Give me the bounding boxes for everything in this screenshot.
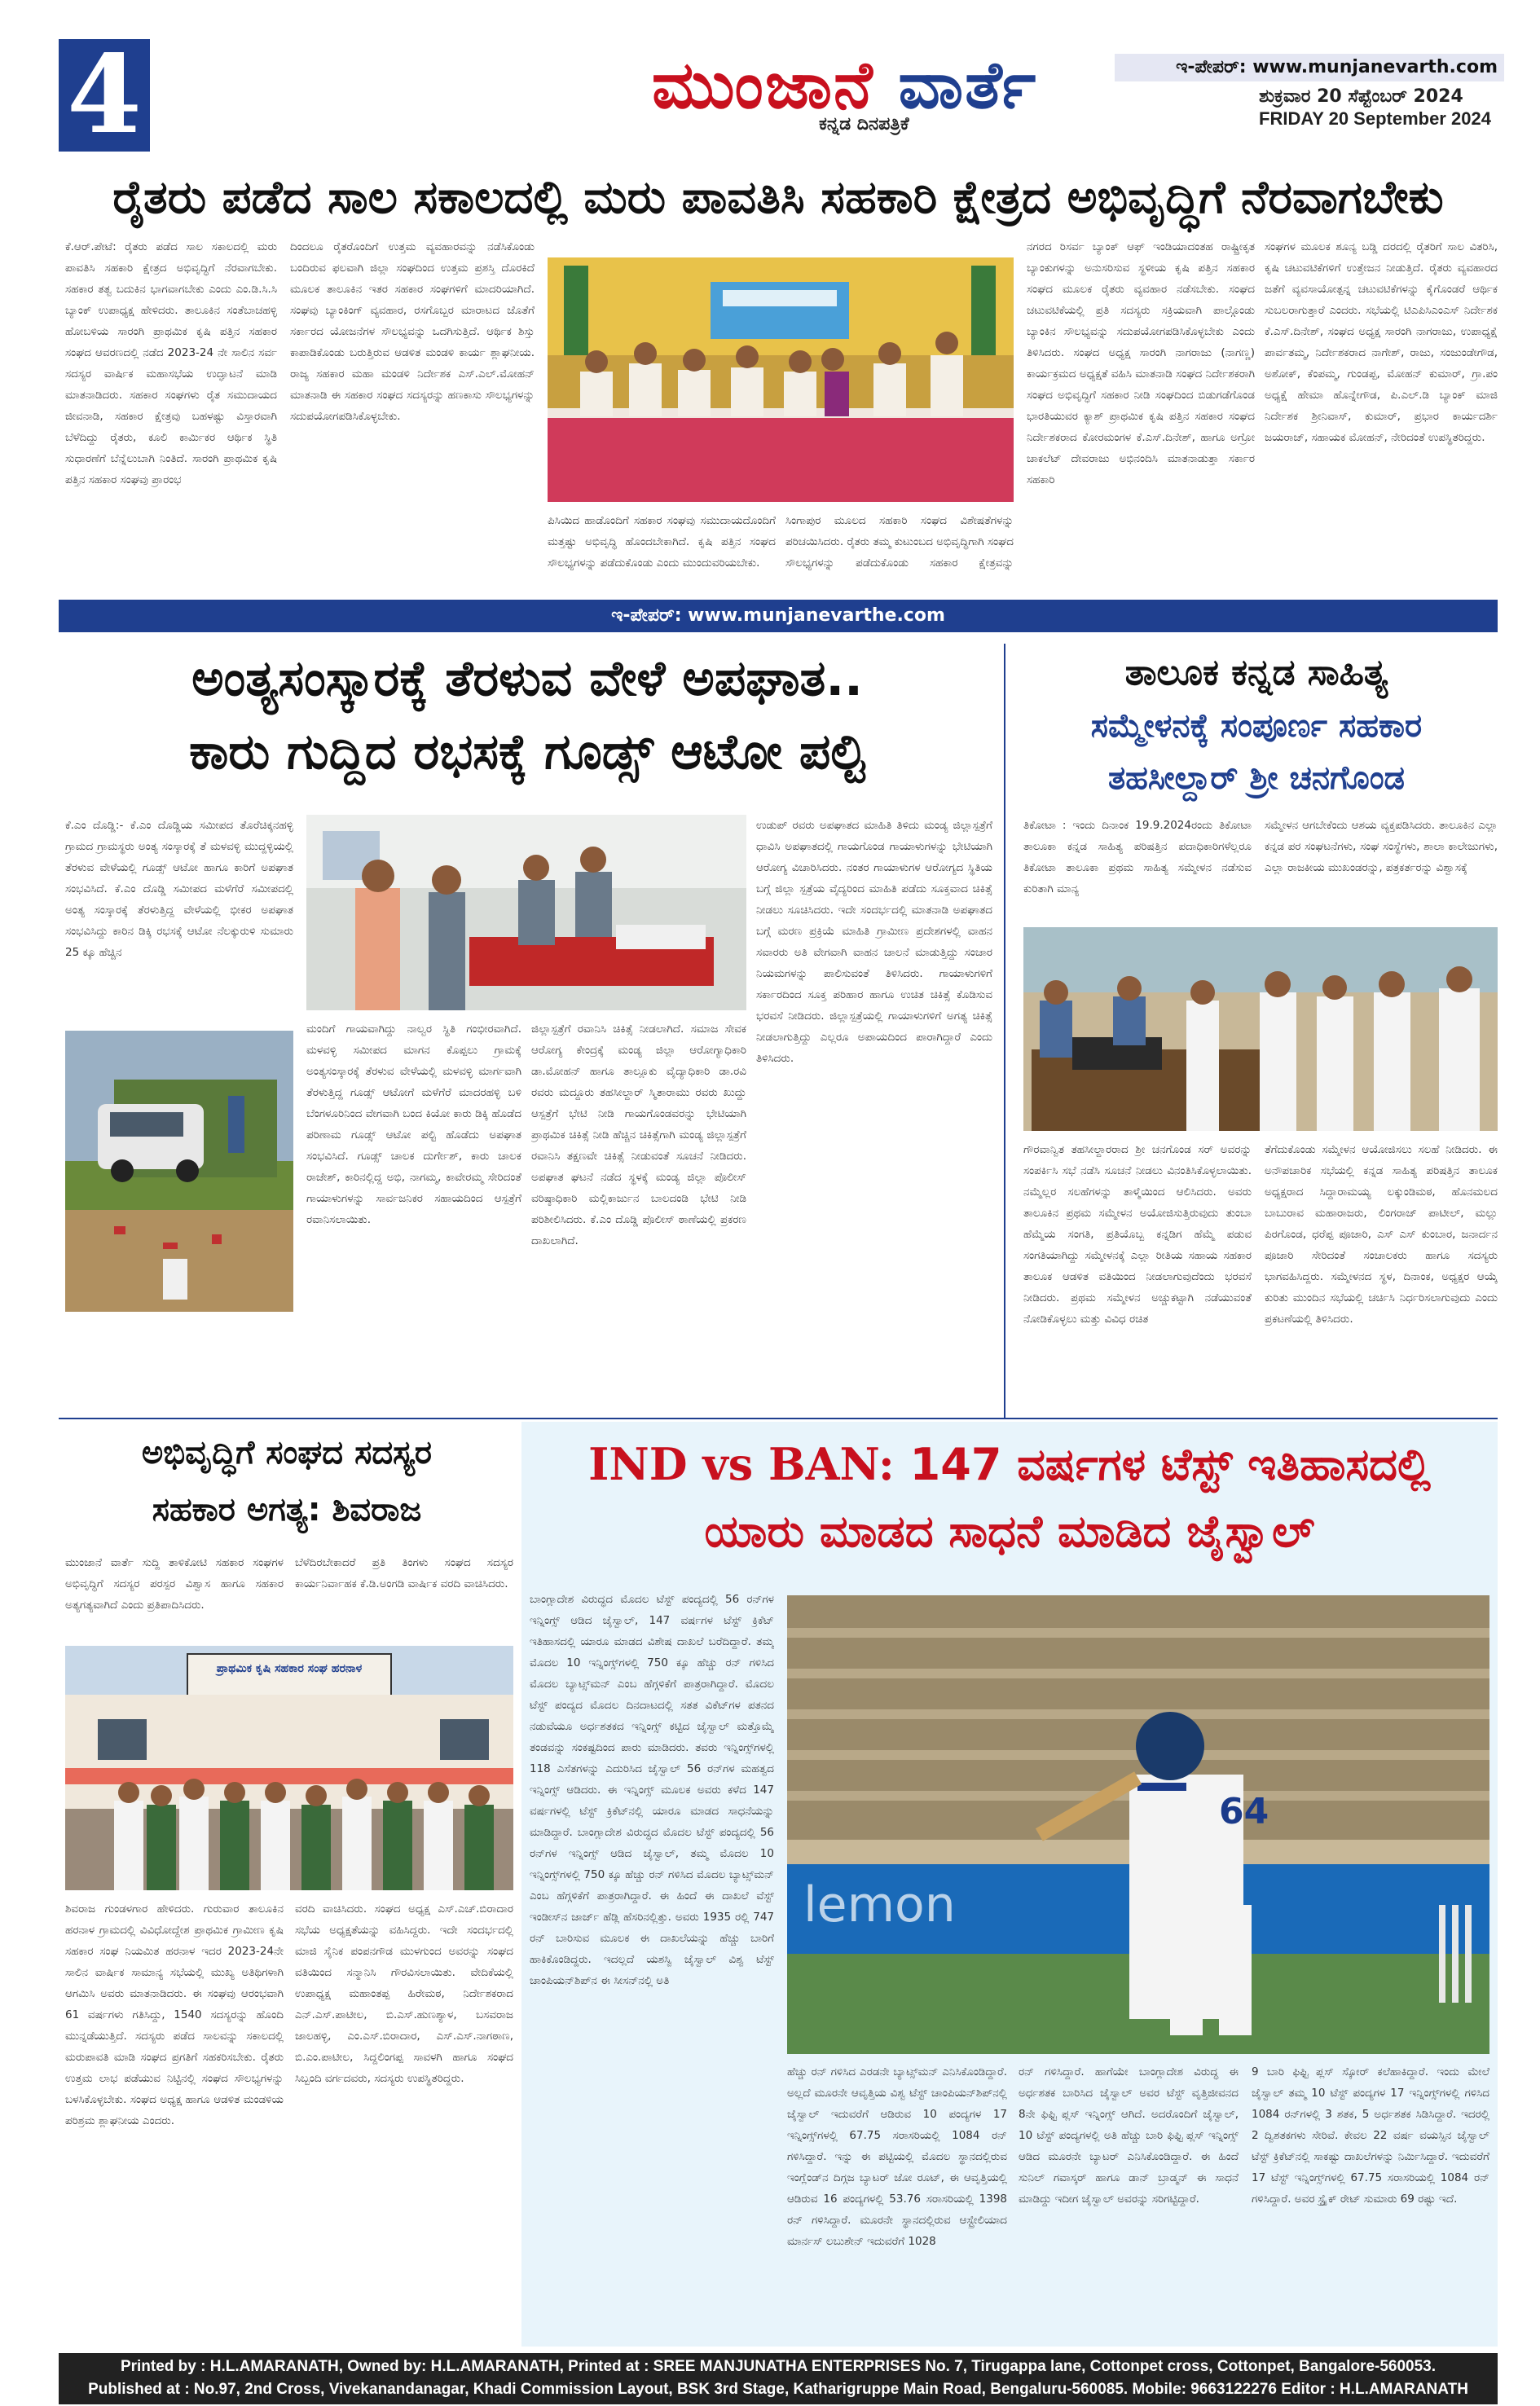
jersey-number: 64 (1219, 1791, 1269, 1832)
page-number: 4 (59, 39, 150, 152)
story2-column-2: ಮಂದಿಗೆ ಗಾಯವಾಗಿದ್ದು ನಾಲ್ವರ ಸ್ಥಿತಿ ಗಂಭೀರವಾಗಿದೆ. ಮಳವಳ್ಳಿ ಸಮೀಪದ ಮಾಗನ ಕೊಪ್ಪಲು ಗ್ರಾಮಕ್ಕೆ ಅಂತ್ಯಸಂಸ್ಕಾರಕ್ಕೆ ತೆರಳುವ ವೇಳೆಯಲ್ಲಿ ಮಳವಳ್ಳಿ ಮಾರ್ಗವಾಗಿ ತೆರಳುತ್ತಿದ್ದ ಗೂಡ್ಸ್ ಆಟೋಗೆ ಮಳೆಗೆರೆ ಮಾದರಹಳ್ಳಿ ಬಳಿ ಬೆಂಗಳೂರಿನಿಂದ ವೇಗವಾಗಿ ಬಂದ ಕಿಯೋ ಕಾರು ಡಿಕ್ಕಿ ಹೊಡೆದ ಪರಿಣಾಮ ಗೂಡ್ಸ್ ಆಟೋ ಪಲ್ಟಿ ಹೊಡೆದು ಅಪಘಾತ ಸಂಭವಿಸಿದೆ. ಗೂಡ್ಸ್ ಚಾಲಕ ದುರ್ಗೇಶ್, ಕಾರು ಚಾಲಕ ರಾಜೇಶ್, ಕಾರಿನಲ್ಲಿದ್ದ ಅಭಿ, ನಾಗಮ್ಮ, ಕಾವೇರಮ್ಮ ಸೇರಿದಂತೆ ಗಾಯಾಳುಗಳನ್ನು ಸಾರ್ವಜನಿಕರ ಸಹಾಯದಿಂದ ಆಸ್ಪತ್ರೆಗೆ ರವಾನಿಸಲಾಯಿತು. (306, 1023, 521, 1226)
story2-column-3: ಜಿಲ್ಲಾಸ್ಪತ್ರೆಗೆ ರವಾನಿಸಿ ಚಿಕಿತ್ಸೆ ನೀಡಲಾಗಿದೆ. ಸಮಾಜ ಸೇವಕ ಆರೋಗ್ಯ ಕೇಂದ್ರಕ್ಕೆ ಮಂಡ್ಯ ಜಿಲ್ಲಾ ಆರೋಗ್ಯಾಧಿಕಾರಿ ಡಾ.ಮೋಹನ್ ಹಾಗೂ ತಾಲ್ಲೂಕು ವೈದ್ಯಾಧಿಕಾರಿ ಡಾ.ರವಿ ರವರು ಮದ್ದೂರು ತಹಸೀಲ್ದಾರ್ ಸ್ಮಿತಾರಾಮು ರವರು ಖುದ್ದು ಆಸ್ಪತ್ರೆಗೆ ಭೇಟಿ ನೀಡಿ ಗಾಯಗೊಂಡವರನ್ನು ಭೇಟಿಯಾಗಿ ಪ್ರಾಥಮಿಕ ಚಿಕಿತ್ಸೆ ನೀಡಿ ಹೆಚ್ಚಿನ ಚಿಕಿತ್ಸೆಗಾಗಿ ಮಂಡ್ಯ ಜಿಲ್ಲಾಸ್ಪತ್ರೆಗೆ ರವಾನಿಸಿ ತಕ್ಷಣವೇ ಚಿಕಿತ್ಸೆ ನೀಡುವಂತೆ ಸೂಚನೆ ನೀಡಿದರು. ಅಪಘಾತ ಘಟನೆ ನಡೆದ ಸ್ಥಳಕ್ಕೆ ಮಂಡ್ಯ ಜಿಲ್ಲಾ ಪೊಲೀಸ್ ವರಿಷ್ಠಾಧಿಕಾರಿ ಮಲ್ಲಿಕಾರ್ಜುನ ಬಾಲದಂಡಿ ಭೇಟಿ ನೀಡಿ ಪರಿಶೀಲಿಸಿದರು. ಕೆ.ಎಂ ದೊಡ್ಡಿ ಪೊಲೀಸ್ ಠಾಣೆಯಲ್ಲಿ ಪ್ರಕರಣ ದಾಖಲಾಗಿದೆ. (531, 1023, 746, 1247)
story5-headline-line1: IND vs BAN: 147 ವರ್ಷಗಳ ಟೆಸ್ಟ್ ಇತಿಹಾಸದಲ್ಲಿ (588, 1438, 1431, 1490)
story5-column-4: 9 ಬಾರಿ ಫಿಫ್ಟಿ ಪ್ಲಸ್ ಸ್ಕೋರ್ ಕಲೆಹಾಕಿದ್ದಾರೆ. ಇಂದು ಮೇಲೆ ಜೈಸ್ವಾಲ್ ತಮ್ಮ 10 ಟೆಸ್ಟ್ ಪಂದ್ಯಗಳ 17 ಇನ್ನಿಂಗ್ಸ್‌ಗಳಲ್ಲಿ ಗಳಿಸಿದ 1084 ರನ್‌ಗಳಲ್ಲಿ 3 ಶತಕ, 5 ಅರ್ಧಶತಕ ಸಿಡಿಸಿದ್ದಾರೆ. ಇದರಲ್ಲಿ 2 ದ್ವಿಶತಕಗಳು ಸೇರಿವೆ. ಕೇವಲ 22 ವರ್ಷ ವಯಸ್ಸಿನ ಜೈಸ್ವಾಲ್ ಟೆಸ್ಟ್ ಕ್ರಿಕೆಟ್‌ನಲ್ಲಿ ಸಾಕಷ್ಟು ದಾಖಲೆಗಳನ್ನು ನಿರ್ಮಿಸಿದ್ದಾರೆ. ಇದುವರೆಗೆ 17 ಟೆಸ್ಟ್ ಇನ್ನಿಂಗ್ಸ್‌ಗಳಲ್ಲಿ 67.75 ಸರಾಸರಿಯಲ್ಲಿ 1084 ರನ್ ಗಳಿಸಿದ್ದಾರೆ. ಅವರ ಸ್ಟ್ರೈಕ್ ರೇಟ್ ಸುಮಾರು 69 ರಷ್ಟು ಇದೆ. (1252, 2065, 1489, 2206)
story5-column-3: ರನ್ ಗಳಿಸಿದ್ದಾರೆ. ಹಾಗೆಯೇ ಬಾಂಗ್ಲಾದೇಶ ವಿರುದ್ಧ ಈ ಅರ್ಧಶತಕ ಬಾರಿಸಿದ ಜೈಸ್ವಾಲ್ ಅವರ ಟೆಸ್ಟ್ ವೃತ್ತಿಜೀವನದ 8ನೇ ಫಿಫ್ಟಿ ಪ್ಲಸ್ ಇನ್ನಿಂಗ್ಸ್ ಆಗಿದೆ. ಅದರೊಂದಿಗೆ ಜೈಸ್ವಾಲ್, 10 ಟೆಸ್ಟ್ ಪಂದ್ಯಗಳಲ್ಲಿ ಅತಿ ಹೆಚ್ಚು ಬಾರಿ ಫಿಫ್ಟಿ ಪ್ಲಸ್ ಇನ್ನಿಂಗ್ಸ್ ಆಡಿದ ಮೂರನೇ ಬ್ಯಾಟರ್ ಎನಿಸಿಕೊಂಡಿದ್ದಾರೆ. ಈ ಹಿಂದೆ ಸುನಿಲ್ ಗವಾಸ್ಕರ್ ಹಾಗೂ ಡಾನ್ ಬ್ರಾಡ್ಮನ್ ಈ ಸಾಧನೆ ಮಾಡಿದ್ದು ಇದೀಗ ಜೈಸ್ವಾಲ್ ಅವರನ್ನು ಸರಿಗಟ್ಟಿದ್ದಾರೆ. (1019, 2065, 1239, 2206)
masthead-subtitle: ಕನ್ನಡ ದಿನಪತ್ರಿಕೆ (819, 114, 909, 134)
date-kannada: ಶುಕ್ರವಾರ 20 ಸೆಪ್ಟೆಂಬರ್ 2024 (1259, 86, 1463, 107)
story1-photo (548, 257, 1014, 502)
imprint-line-2: Published at : No.97, 2nd Cross, Vivekanandanagar, Khadi Commission Layout, BSK 3rd Stage, Katharigruppe Main Road, Bengaluru-560085. Mobile: 9663122276 Editor : H.L.AMARANATH (88, 2381, 1468, 2398)
story5-column-1: ಬಾಂಗ್ಲಾದೇಶ ವಿರುದ್ಧದ ಮೊದಲ ಟೆಸ್ಟ್ ಪಂದ್ಯದಲ್ಲಿ 56 ರನ್‌ಗಳ ಇನ್ನಿಂಗ್ಸ್ ಆಡಿದ ಜೈಸ್ವಾಲ್, 147 ವರ್ಷಗಳ ಟೆಸ್ಟ್ ಕ್ರಿಕೆಟ್ ಇತಿಹಾಸದಲ್ಲಿ ಯಾರೂ ಮಾಡದ ವಿಶೇಷ ದಾಖಲೆ ಬರೆದಿದ್ದಾರೆ. ತಮ್ಮ ಮೊದಲ 10 ಇನ್ನಿಂಗ್ಸ್‌ಗಳಲ್ಲಿ 750 ಕ್ಕೂ ಹೆಚ್ಚು ರನ್ ಗಳಿಸಿದ ಮೊದಲ ಬ್ಯಾಟ್ಸ್‌ಮನ್ ಎಂಬ ಹೆಗ್ಗಳಿಕೆಗೆ ಪಾತ್ರರಾಗಿದ್ದಾರೆ. ಮೊದಲ ಟೆಸ್ಟ್ ಪಂದ್ಯದ ಮೊದಲ ದಿನದಾಟದಲ್ಲಿ ಸತತ ವಿಕೆಟ್‌ಗಳ ಪತನದ ನಡುವೆಯೂ ಅರ್ಧಶತಕದ ಇನ್ನಿಂಗ್ಸ್ ಕಟ್ಟಿದ ಜೈಸ್ವಾಲ್ ಮತ್ತೊಮ್ಮೆ ತಂಡವನ್ನು ಸಂಕಷ್ಟದಿಂದ ಪಾರು ಮಾಡಿದರು. ತವರು ಇನ್ನಿಂಗ್ಸ್‌ಗಳಲ್ಲಿ 118 ಎಸೆತಗಳನ್ನು ಎದುರಿಸಿದ ಜೈಸ್ವಾಲ್ 56 ರನ್‌ಗಳ ಮಹತ್ವದ ಇನ್ನಿಂಗ್ಸ್ ಆಡಿದರು. ಈ ಇನ್ನಿಂಗ್ಸ್ ಮೂಲಕ ಅವರು ಕಳೆದ 147 ವರ್ಷಗಳಲ್ಲಿ ಟೆಸ್ಟ್ ಕ್ರಿಕೆಟ್‌ನಲ್ಲಿ ಯಾರೂ ಮಾಡದ ಸಾಧನೆಯನ್ನು ಮಾಡಿದ್ದಾರೆ. ಬಾಂಗ್ಲಾದೇಶ ವಿರುದ್ಧದ ಮೊದಲ ಟೆಸ್ಟ್ ಪಂದ್ಯದಲ್ಲಿ 56 ರನ್‌ಗಳ ಇನ್ನಿಂಗ್ಸ್ ಆಡಿದ ಜೈಸ್ವಾಲ್, ತಮ್ಮ ಮೊದಲ 10 ಇನ್ನಿಂಗ್ಸ್‌ಗಳಲ್ಲಿ 750 ಕ್ಕೂ ಹೆಚ್ಚು ರನ್ ಗಳಿಸಿದ ಮೊದಲ ಬ್ಯಾಟ್ಸ್‌ಮನ್ ಎಂಬ ಹೆಗ್ಗಳಿಕೆಗೆ ಪಾತ್ರರಾಗಿದ್ದಾರೆ. ಈ ಹಿಂದೆ ಈ ದಾಖಲೆ ವೆಸ್ಟ್ ಇಂಡೀಸ್‌ನ ಜಾರ್ಜ್ ಹೆಡ್ಲಿ ಹೆಸರಿನಲ್ಲಿತ್ತು. ಅವರು 1935 ರಲ್ಲಿ 747 ರನ್ ಬಾರಿಸುವ ಮೂಲಕ ಈ ದಾಖಲೆಯನ್ನು ಹೆಚ್ಚು ಬಾರಿಗೆ ಹಾಕಿಕೊಂಡಿದ್ದರು. ಇದಲ್ಲದೆ ಯಶಸ್ವಿ ಜೈಸ್ವಾಲ್ ವಿಶ್ವ ಟೆಸ್ಟ್ ಚಾಂಪಿಯನ್‌ಶಿಪ್‌ನ ಈ ಸೀಸನ್‌ನಲ್ಲಿ ಅತಿ (530, 1593, 774, 1987)
story3-office-photo (1023, 927, 1498, 1131)
society-office-sign: ಪ್ರಾಥಮಿಕ ಕೃಷಿ ಸಹಕಾರ ಸಂಘ ಹರನಾಳ (216, 1662, 363, 1675)
story5-cricket-photo (787, 1595, 1489, 2054)
story3-column-2: ಸಮ್ಮೇಳನ ಆಗಬೇಕೆಂದು ಆಶಯ ವ್ಯಕ್ತಪಡಿಸಿದರು. ತಾಲೂಕಿನ ಎಲ್ಲಾ ಕನ್ನಡ ಪರ ಸಂಘಟನೆಗಳು, ಸಂಘ ಸಂಸ್ಥೆಗಳು, ಶಾಲಾ ಕಾಲೇಜುಗಳು, ಎಲ್ಲಾ ರಾಜಕೀಯ ಮುಖಂಡರನ್ನು, ಪತ್ರಕರ್ತರನ್ನು ವಿಶ್ವಾಸಕ್ಕೆ (1265, 819, 1498, 874)
story3-headline-line1: ತಾಲೂಕ ಕನ್ನಡ ಸಾಹಿತ್ಯ (1124, 652, 1388, 693)
column-divider (1004, 644, 1005, 1418)
imprint-footer (59, 2353, 1498, 2404)
story1-column-4: ನಗರದ ರಿಸರ್ವ ಬ್ಯಾಂಕ್ ಆಫ್ ಇಂಡಿಯಾದಂತಹ ರಾಷ್ಟ್ರೀಕೃತ ಬ್ಯಾಂಕುಗಳನ್ನು ಅನುಸರಿಸುವ ಸ್ಥಳೀಯ ಕೃಷಿ ಪತ್ತಿನ ಸಹಕಾರ ಸಂಘದ ಮೂಲಕ ರೈತರು ವ್ಯವಹಾರ ನಡೆಸಬೇಕು. ಸಂಘದ ಚಟುವಟಿಕೆಯಲ್ಲಿ ಪ್ರತಿ ಸದಸ್ಯರು ಸಕ್ರಿಯವಾಗಿ ಪಾಲ್ಗೊಂಡು ಬ್ಯಾಂಕಿನ ಸೌಲಭ್ಯವನ್ನು ಸದುಪಯೋಗಪಡಿಸಿಕೊಳ್ಳಬೇಕು ಎಂದು ತಿಳಿಸಿದರು. ಸಂಘದ ಅಧ್ಯಕ್ಷ ಸಾರಂಗಿ ನಾಗರಾಜು (ನಾಗಣ್ಣ) ಕಾರ್ಯಕ್ರಮದ ಅಧ್ಯಕ್ಷತೆ ವಹಿಸಿ ಮಾತನಾಡಿ ಸಂಘದ ನಿರ್ದೇಶಕರಾಗಿ ಸಂಘದ ಅಭಿವೃದ್ಧಿಗೆ ಸಹಕಾರ ನೀಡಿ ಸಂಘದಿಂದ ಬಿಡುಗಡೆಗೊಂಡ ಭಾರತಿಯುವರ ಕ್ಯಾಶ್ ಪ್ರಾಥಮಿಕ ಕೃಷಿ ಪತ್ತಿನ ಸಹಕಾರ ಸಂಘದ ನಿರ್ದೇಶಕರಾದ ಕೋರಮಂಗಳ ಕೆ.ಎಸ್.ದಿನೇಶ್, ಹಾಗೂ ಅಗ್ರೋ ಚಾಕಲೆಟ್ ದೇವರಾಜು ಅಭಿನಂದಿಸಿ ಮಾತನಾಡುತ್ತಾ ಸರ್ಕಾರ ಸಹಕಾರಿ (1027, 240, 1255, 486)
story2-hospital-photo (306, 815, 746, 1010)
story3-column-1: ತಿಕೋಟಾ : ಇಂದು ದಿನಾಂಕ 19.9.2024ರಂದು ತಿಕೋಟಾ ತಾಲೂಕಾ ಕನ್ನಡ ಸಾಹಿತ್ಯ ಪರಿಷತ್ತಿನ ಪದಾಧಿಕಾರಿಗಳೆಲ್ಲರೂ ತಿಕೋಟಾ ತಾಲೂಕಾ ಪ್ರಥಮ ಸಾಹಿತ್ಯ ಸಮ್ಮೇಳನ ನಡೆಸುವ ಕುರಿತಾಗಿ ಮಾನ್ಯ (1023, 819, 1252, 895)
story2-accident-photo (65, 1031, 293, 1312)
story2-column-4: ಉಡುಪ್ ರವರು ಅಪಘಾತದ ಮಾಹಿತಿ ತಿಳಿದು ಮಂಡ್ಯ ಜಿಲ್ಲಾಸ್ಪತ್ರೆಗೆ ಧಾವಿಸಿ ಅಪಘಾತದಲ್ಲಿ ಗಾಯಗೊಂಡ ಗಾಯಾಳುಗಳನ್ನು ಭೇಟಿಯಾಗಿ ಆರೋಗ್ಯ ವಿಚಾರಿಸಿದರು. ನಂತರ ಗಾಯಾಳುಗಳ ಆರೋಗ್ಯದ ಸ್ಥಿತಿಯ ಬಗ್ಗೆ ಜಿಲ್ಲಾ ಸ್ಪತ್ರೆಯ ವೈದ್ಯರಿಂದ ಮಾಹಿತಿ ಪಡೆದು ಸೂಕ್ತವಾದ ಚಿಕಿತ್ಸೆ ನೀಡಲು ಸೂಚಿಸಿದರು. ಇದೇ ಸಂದರ್ಭದಲ್ಲಿ ಮಾತನಾಡಿ ಅಪಘಾತದ ಬಗ್ಗೆ ಮರಣ ಪ್ರಕ್ರಿಯೆ ಮಾಹಿತಿ ಗ್ರಾಮೀಣ ಪ್ರದೇಶಗಳಲ್ಲಿ ವಾಹನ ಸವಾರರು ಅತಿ ವೇಗವಾಗಿ ವಾಹನ ಚಾಲನೆ ಮಾಡುತ್ತಿದ್ದು ಸಂಚಾರ ನಿಯಮಗಳನ್ನು ಪಾಲಿಸುವಂತೆ ತಿಳಿಸಿದರು. ಗಾಯಾಳುಗಳಿಗೆ ಸರ್ಕಾರದಿಂದ ಸೂಕ್ತ ಪರಿಹಾರ ಹಾಗೂ ಉಚಿತ ಚಿಕಿತ್ಸೆ ಕೊಡಿಸುವ ಭರವಸೆ ನೀಡಿದರು. ಜಿಲ್ಲಾಸ್ಪತ್ರೆಯಲ್ಲಿ ಗಾಯಾಳುಗಳಿಗೆ ಅಗತ್ಯ ಚಿಕಿತ್ಸೆ ನೀಡಲಾಗುತ್ತಿದ್ದು ಎಲ್ಲರೂ ಅಪಾಯದಿಂದ ಪಾರಾಗಿದ್ದಾರೆ ಎಂದು ತಿಳಿಸಿದರು. (756, 819, 992, 1065)
story4-column-3: ಶಿವರಾಜ ಗುಂಡಳಗಾರ ಹೇಳಿದರು. ಗುರುವಾರ ತಾಲೂಕಿನ ಹರನಾಳ ಗ್ರಾಮದಲ್ಲಿ ವಿವಿಧೋದ್ದೇಶ ಪ್ರಾಥಮಿಕ ಗ್ರಾಮೀಣ ಕೃಷಿ ಸಹಕಾರ ಸಂಘ ನಿಯಮಿತ ಹರನಾಳ ಇದರ 2023-24ನೇ ಸಾಲಿನ ವಾರ್ಷಿಕ ಸಾಮಾನ್ಯ ಸಭೆಯಲ್ಲಿ ಮುಖ್ಯ ಅತಿಥಿಗಳಾಗಿ ಆಗಮಿಸಿ ಅವರು ಮಾತನಾಡಿದರು. ಈ ಸಂಘವು ಆರಂಭವಾಗಿ 61 ವರ್ಷಗಳು ಗತಿಸಿದ್ದು, 1540 ಸದಸ್ಯರನ್ನು ಹೊಂದಿ ಮುನ್ನಡೆಯುತ್ತಿದೆ. ಸದಸ್ಯರು ಪಡೆದ ಸಾಲವನ್ನು ಸಕಾಲದಲ್ಲಿ ಮರುಪಾವತಿ ಮಾಡಿ ಸಂಘದ ಪ್ರಗತಿಗೆ ಸಹಕರಿಸಬೇಕು. ರೈತರು ಉತ್ತಮ ಲಾಭ ಪಡೆಯುವ ನಿಟ್ಟಿನಲ್ಲಿ ಸಂಘದ ಸೌಲಭ್ಯಗಳನ್ನು ಬಳಸಿಕೊಳ್ಳಬೇಕು. ಸಂಘದ ಅಧ್ಯಕ್ಷ ಹಾಗೂ ಆಡಳಿತ ಮಂಡಳಿಯ ಪರಿಶ್ರಮ ಶ್ಲಾಘನೀಯ ಎಂದರು. (65, 1902, 284, 2127)
story1-headline: ರೈತರು ಪಡೆದ ಸಾಲ ಸಕಾಲದಲ್ಲಿ ಮರು ಪಾವತಿಸಿ ಸಹಕಾರಿ ಕ್ಷೇತ್ರದ ಅಭಿವೃದ್ಧಿಗೆ ನೆರವಾಗಬೇಕು (112, 171, 1444, 224)
stadium-banner-text: lemon (803, 1876, 956, 1933)
story2-headline-line1: ಅಂತ್ಯಸಂಸ್ಕಾರಕ್ಕೆ ತೆರಳುವ ವೇಳೆ ಅಪಘಾತ.. (191, 650, 863, 707)
story5-column-2: ಹೆಚ್ಚು ರನ್ ಗಳಿಸಿದ ಎರಡನೇ ಬ್ಯಾಟ್ಸ್‌ಮನ್ ಎನಿಸಿಕೊಂಡಿದ್ದಾರೆ. ಅಲ್ಲದೆ ಮೂರನೇ ಆವೃತ್ತಿಯ ವಿಶ್ವ ಟೆಸ್ಟ್ ಚಾಂಪಿಯನ್‌ಶಿಪ್‌ನಲ್ಲಿ ಜೈಸ್ವಾಲ್ ಇದುವರೆಗೆ ಆಡಿರುವ 10 ಪಂದ್ಯಗಳ 17 ಇನ್ನಿಂಗ್ಸ್‌ಗಳಲ್ಲಿ 67.75 ಸರಾಸರಿಯಲ್ಲಿ 1084 ರನ್ ಗಳಿಸಿದ್ದಾರೆ. ಇನ್ನು ಈ ಪಟ್ಟಿಯಲ್ಲಿ ಮೊದಲ ಸ್ಥಾನದಲ್ಲಿರುವ ಇಂಗ್ಲೆಂಡ್‌ನ ದಿಗ್ಗಜ ಬ್ಯಾಟರ್ ಜೋ ರೂಟ್, ಈ ಆವೃತ್ತಿಯಲ್ಲಿ ಆಡಿರುವ 16 ಪಂದ್ಯಗಳಲ್ಲಿ 53.76 ಸರಾಸರಿಯಲ್ಲಿ 1398 ರನ್ ಗಳಿಸಿದ್ದಾರೆ. ಮೂರನೇ ಸ್ಥಾನದಲ್ಲಿರುವ ಆಸ್ಟ್ರೇಲಿಯಾದ ಮಾರ್ನಸ್ ಲಬುಶೇನ್ ಇದುವರೆಗೆ 1028 (787, 2065, 1007, 2248)
imprint-line-1: Printed by : H.L.AMARANATH, Owned by: H.L.AMARANATH, Printed at : SREE MANJUNATHA ENTERPRISES No. 7, Tirugappa lane, Cottonpet cross, Cottonpet, Bangalore-560053. (120, 2358, 1437, 2375)
epaper-banner[interactable]: ಇ-ಪೇಪರ್: www.munjanevarthe.com (59, 600, 1498, 632)
story1-column-2: ದಿಂದಲೂ ರೈತರೊಂದಿಗೆ ಉತ್ತಮ ವ್ಯವಹಾರವನ್ನು ನಡೆಸಿಕೊಂಡು ಬಂದಿರುವ ಫಲವಾಗಿ ಜಿಲ್ಲಾ ಸಂಘದಿಂದ ಉತ್ತಮ ಪ್ರಶಸ್ತಿ ದೊರಕಿದೆ ಮೂಲಕ ತಾಲೂಕಿನ ಇತರ ಸಹಕಾರ ಸಂಘಗಳಿಗೆ ಮಾದರಿಯಾಗಿದೆ. ಸಂಘವು ಬ್ಯಾಂಕಿಂಗ್ ವ್ಯವಹಾರ, ರಸಗೊಬ್ಬರ ಮಾರಾಟದ ಜೊತೆಗೆ ಸರ್ಕಾರದ ಯೋಜನೆಗಳ ಸೌಲಭ್ಯವನ್ನು ಒದಗಿಸುತ್ತಿದೆ. ಆರ್ಥಿಕ ಶಿಸ್ತು ಕಾಪಾಡಿಕೊಂಡು ಬರುತ್ತಿರುವ ಆಡಳಿತ ಮಂಡಳಿ ಕಾರ್ಯ ಶ್ಲಾಘನೀಯ. ರಾಜ್ಯ ಸಹಕಾರ ಮಹಾ ಮಂಡಳಿ ನಿರ್ದೇಶಕ ಎಸ್.ಎಲ್.ಮೋಹನ್ ಮಾತನಾಡಿ ಈ ಸಹಕಾರ ಸಂಘದ ಸದಸ್ಯರನ್ನು ಹಣಕಾಸು ಸೌಲಭ್ಯಗಳನ್ನು ಸದುಪಯೋಗಪಡಿಸಿಕೊಳ್ಳಬೇಕು. (290, 240, 535, 423)
story4-column-2: ಬೆಳೆದಿರಬೇಕಾದರೆ ಪ್ರತಿ ತಿಂಗಳು ಸಂಘದ ಸದಸ್ಯರ ಕಾರ್ಯನಿರ್ವಾಹಕ ಕೆ.ಡಿ.ಅಂಗಡಿ ವಾರ್ಷಿಕ ವರದಿ ವಾಚಿಸಿದರು. (295, 1556, 513, 1590)
story1-column-3: ಸಿಂಗಾಪುರ ಮೂಲದ ಸಹಕಾರಿ ಸಂಘದ ವಿಶೇಷತೆಗಳನ್ನು ಪರಿಚಯಿಸಿದರು. ರೈತರು ತಮ್ಮ ಕುಟುಂಬದ ಅಭಿವೃದ್ಧಿಗಾಗಿ ಸಂಘದ ಸೌಲಭ್ಯಗಳನ್ನು ಪಡೆದುಕೊಂಡು ಸಹಕಾರ ಕ್ಷೇತ್ರವನ್ನು (785, 514, 1014, 570)
story1-column-5: ಸಂಘಗಳ ಮೂಲಕ ಶೂನ್ಯ ಬಡ್ಡಿ ದರದಲ್ಲಿ ರೈತರಿಗೆ ಸಾಲ ವಿತರಿಸಿ, ಕೃಷಿ ಚಟುವಟಿಕೆಗಳಿಗೆ ಉತ್ತೇಜನ ನೀಡುತ್ತಿದೆ. ರೈತರು ವ್ಯವಹಾರದ ಜತೆಗೆ ವ್ಯವಸಾಯೋತ್ಪನ್ನ ಚಟುವಟಿಕೆಗಳನ್ನು ಕೈಗೊಂಡರೆ ಆರ್ಥಿಕ ಸುಬಲರಾಗುತ್ತಾರೆ ಎಂದರು. ಸಭೆಯಲ್ಲಿ ಟಿಎಪಿಸಿಎಂಎಸ್ ನಿರ್ದೇಶಕ ಕೆ.ಎಸ್.ದಿನೇಶ್, ಸಂಘದ ಅಧ್ಯಕ್ಷ ಸಾರಂಗಿ ನಾಗರಾಜು, ಉಪಾಧ್ಯಕ್ಷೆ ಪಾರ್ವತಮ್ಮ, ನಿರ್ದೇಶಕರಾದ ನಾಗೇಶ್, ರಾಜು, ಸಂಜುಂಡೇಗೌಡ, ಅಶೋಕ್, ಕೆಂಪಮ್ಮ, ಗುಂಡಪ್ಪ, ಮೋಹನ್ ಕುಮಾರ್, ಗ್ರಾ.ಪಂ ಅಧ್ಯಕ್ಷೆ ಹೇಮಾ ಹೊನ್ನೇಗೌಡ, ಪಿ.ಎಲ್.ಡಿ ಬ್ಯಾಂಕ್ ಮಾಜಿ ನಿರ್ದೇಶಕ ಶ್ರೀನಿವಾಸ್, ಕುಮಾರ್, ಪ್ರಭಾರ ಕಾರ್ಯದರ್ಶಿ ಜಯರಾಜ್, ಸಹಾಯಕ ಮೋಹನ್, ನೇರಿದಂತೆ ಉಪಸ್ಥಿತರಿದ್ದರು. (1265, 240, 1498, 444)
epaper-url[interactable]: ಇ-ಪೇಪರ್: www.munjanevarth.com (1115, 54, 1504, 81)
story4-headline-line1: ಅಭಿವೃದ್ಧಿಗೆ ಸಂಘದ ಸದಸ್ಯರ (141, 1434, 433, 1471)
story3-headline-line2: ಸಮ್ಮೇಳನಕ್ಕೆ ಸಂಪೂರ್ಣ ಸಹಕಾರ (1090, 707, 1423, 745)
story1-photo-caption: ಪಿಸಿಯಿದ ಹಾಡೊಂದಿಗೆ ಸಹಕಾರ ಸಂಘವು ಸಮುದಾಯದೊಂದಿಗೆ ಮತ್ತಷ್ಟು ಅಭಿವೃದ್ಧಿ ಹೊಂದಬೇಕಾಗಿದೆ. ಕೃಷಿ ಪತ್ತಿನ ಸಂಘದ ಸೌಲಭ್ಯಗಳನ್ನು ಪಡೆದುಕೊಂಡು ಎಂದು ಮುಂದುವರಿಯಬೇಕು. (548, 514, 776, 570)
date-english: FRIDAY 20 September 2024 (1259, 108, 1491, 129)
story4-column-4: ವರದಿ ವಾಚಿಸಿದರು. ಸಂಘದ ಅಧ್ಯಕ್ಷ ಎಸ್.ಎಚ್.ಬಿರಾದಾರ ಸಭೆಯ ಅಧ್ಯಕ್ಷತೆಯನ್ನು ವಹಿಸಿದ್ದರು. ಇದೇ ಸಂದರ್ಭದಲ್ಲಿ ಮಾಜಿ ಸೈನಿಕ ಪಂಪನಗೌಡ ಮುಳಗುಂದ ಅವರನ್ನು ಸಂಘದ ವತಿಯಿಂದ ಸನ್ಮಾನಿಸಿ ಗೌರವಿಸಲಾಯಿತು. ವೇದಿಕೆಯಲ್ಲಿ ಉಪಾಧ್ಯಕ್ಷ ಮಹಾಂತಪ್ಪ ಹಿರೇಮಠ, ನಿರ್ದೇಶಕರಾದ ಎನ್.ಎಸ್.ಪಾಟೀಲ, ಬಿ.ಎಸ್.ಹುಣಶ್ಯಾಳ, ಬಸವರಾಜ ಜಾಲಹಳ್ಳಿ, ಎಂ.ಎಸ್.ಬಿರಾದಾರ, ಎಸ್.ಎಸ್.ನಾಗಠಾಣ, ಬಿ.ಎಂ.ಪಾಟೀಲ, ಸಿದ್ದಲಿಂಗಪ್ಪ ಸಾವಳಗಿ ಹಾಗೂ ಸಂಘದ ಸಿಬ್ಬಂದಿ ವರ್ಗದವರು, ಸದಸ್ಯರು ಉಪಸ್ಥಿತರಿದ್ದರು. (295, 1902, 513, 2085)
story2-headline-line2: ಕಾರು ಗುದ್ದಿದ ರಭಸಕ್ಕೆ ಗೂಡ್ಸ್ ಆಟೋ ಪಲ್ಟಿ (189, 724, 865, 781)
story4-headline-line2: ಸಹಕಾರ ಅಗತ್ಯ: ಶಿವರಾಜ (152, 1491, 422, 1528)
story3-column-3: ಗೌರವಾನ್ವಿತ ತಹಸೀಲ್ದಾರರಾದ ಶ್ರೀ ಚನಗೊಂಡ ಸರ್ ಅವರನ್ನು ಸಂಪರ್ಕಿಸಿ ಸಭೆ ನಡೆಸಿ ಸೂಚನೆ ನೀಡಲು ವಿನಂತಿಸಿಕೊಳ್ಳಲಾಯಿತು. ನಮ್ಮೆಲ್ಲರ ಸಲಹೆಗಳನ್ನು ತಾಳ್ಮೆಯಿಂದ ಆಲಿಸಿದರು. ಅವರು ತಾಲೂಕಿನ ಪ್ರಥಮ ಸಮ್ಮೇಳನ ಅಯೋಜಿಸುತ್ತಿರುವುದು ತುಂಬಾ ಹೆಮ್ಮೆಯ ಸಂಗತಿ, ಪ್ರತಿಯೊಬ್ಬ ಕನ್ನಡಿಗ ಹೆಮ್ಮೆ ಪಡುವ ಸಂಗತಿಯಾಗಿದ್ದು ಸಮ್ಮೇಳನಕ್ಕೆ ಎಲ್ಲಾ ರೀತಿಯ ಸಹಾಯ ಸಹಕಾರ ತಾಲೂಕ ಆಡಳಿತ ವತಿಯಿಂದ ನೀಡಲಾಗುವುದೆಂದು ಭರವಸೆ ನೀಡಿದರು. ಪ್ರಥಮ ಸಮ್ಮೇಳನ ಅಚ್ಚುಕಟ್ಟಾಗಿ ನಡೆಯುವಂತೆ ನೋಡಿಕೊಳ್ಳಲು ಮತ್ತು ವಿವಿಧ ರಚಿತ (1023, 1143, 1252, 1326)
story1-column-1: ಕೆ.ಆರ್.ಪೇಟೆ: ರೈತರು ಪಡೆದ ಸಾಲ ಸಕಾಲದಲ್ಲಿ ಮರು ಪಾವತಿಸಿ ಸಹಕಾರಿ ಕ್ಷೇತ್ರದ ಅಭಿವೃದ್ಧಿಗೆ ನೆರವಾಗಬೇಕು. ಸಹಕಾರ ತತ್ವ ಬದುಕಿನ ಭಾಗವಾಗಬೇಕು ಎಂದು ಎಂ.ಡಿ.ಸಿ.ಸಿ ಬ್ಯಾಂಕ್ ಉಪಾಧ್ಯಕ್ಷ ಹೇಳಿದರು. ತಾಲೂಕಿನ ಸಂತೆಬಾಚಹಳ್ಳಿ ಹೋಬಳಿಯ ಸಾರಂಗಿ ಪ್ರಾಥಮಿಕ ಕೃಷಿ ಪತ್ತಿನ ಸಹಕಾರ ಸಂಘದ ಆವರಣದಲ್ಲಿ ನಡೆದ 2023-24 ನೇ ಸಾಲಿನ ಸರ್ವ ಸದಸ್ಯರ ವಾರ್ಷಿಕ ಮಹಾಸಭೆಯ ಉದ್ಘಾಟನೆ ಮಾಡಿ ಮಾತನಾಡಿದರು. ಸಹಕಾರ ಸಂಘಗಳು ರೈತ ಸಮುದಾಯದ ಜೀವನಾಡಿ, ಸಹಕಾರ ಕ್ಷೇತ್ರವು ಬಹಳಷ್ಟು ವಿಸ್ತಾರವಾಗಿ ಬೆಳೆದಿದ್ದು ರೈತರು, ಕೂಲಿ ಕಾರ್ಮಿಕರ ಆರ್ಥಿಕ ಸ್ಥಿತಿ ಸುಧಾರಣೆಗೆ ಬೆನ್ನೆಲುಬಾಗಿ ನಿಂತಿದೆ. ಸಾರಂಗಿ ಪ್ರಾಥಮಿಕ ಕೃಷಿ ಪತ್ತಿನ ಸಹಕಾರ ಸಂಘವು ಪ್ರಾರಂಭ (65, 240, 277, 486)
story5-headline-line2: ಯಾರು ಮಾಡದ ಸಾಧನೆ ಮಾಡಿದ ಜೈಸ್ವಾಲ್ (704, 1506, 1315, 1557)
story3-headline-line3: ತಹಸೀಲ್ದಾರ್ ಶ್ರೀ ಚನಗೊಂಡ (1107, 759, 1406, 797)
story4-column-1: ಮುಂಜಾನೆ ವಾರ್ತೆ ಸುದ್ದಿ ತಾಳಿಕೋಟಿ ಸಹಕಾರ ಸಂಘಗಳ ಅಭಿವೃದ್ಧಿಗೆ ಸದಸ್ಯರ ಪರಸ್ಪರ ವಿಶ್ವಾಸ ಹಾಗೂ ಸಹಕಾರ ಅತ್ಯಗತ್ಯವಾಗಿದೆ ಎಂದು ಪ್ರತಿಪಾದಿಸಿದರು. (65, 1556, 284, 1612)
masthead-title: ಮುಂಜಾನೆ ವಾರ್ತೆ (652, 47, 1038, 123)
section-divider (59, 1418, 1498, 1419)
story3-column-4: ತೆಗೆದುಕೊಂಡು ಸಮ್ಮೇಳನ ಆಯೋಜಿಸಲು ಸಲಹೆ ನೀಡಿದರು. ಈ ಅನೌಪಚಾರಿಕ ಸಭೆಯಲ್ಲಿ ಕನ್ನಡ ಸಾಹಿತ್ಯ ಪರಿಷತ್ತಿನ ತಾಲೂಕ ಅಧ್ಯಕ್ಷರಾದ ಸಿದ್ದಾರಾಮಯ್ಯ ಲಕ್ಕುಂಡಿಮಠ, ಹೊನಮಲದ ಬಾಬುರಾವ ಮಹಾರಾಜರು, ಲಿಂಗರಾಜ್ ಪಾಟೀಲ್, ಮಲ್ಲು ಪಿರಗೊಂಡ, ಧರೆಪ್ಪ ಪೂಜಾರಿ, ಎಸ್ ಎಸ್ ಕುಂಬಾರ, ಜನಾರ್ದನ ಪೂಜಾರಿ ಸೇರಿದಂತೆ ಸಂಚಾಲಕರು ಹಾಗೂ ಸದಸ್ಯರು ಭಾಗವಹಿಸಿದ್ದರು. ಸಮ್ಮೇಳನದ ಸ್ಥಳ, ದಿನಾಂಕ, ಅಧ್ಯಕ್ಷರ ಆಯ್ಕೆ ಕುರಿತು ಮುಂದಿನ ಸಭೆಯಲ್ಲಿ ಚರ್ಚಿಸಿ ನಿರ್ಧರಿಸಲಾಗುವುದು ಎಂದು ಪ್ರಕಟಣೆಯಲ್ಲಿ ತಿಳಿಸಿದರು. (1265, 1143, 1498, 1326)
story2-column-1: ಕೆ.ಎಂ ದೊಡ್ಡಿ:- ಕೆ.ಎಂ ದೊಡ್ಡಿಯ ಸಮೀಪದ ತೊರೆಚಿಕ್ಕನಹಳ್ಳಿ ಗ್ರಾಮದ ಗ್ರಾಮಸ್ಥರು ಅಂತ್ಯ ಸಂಸ್ಕಾರಕ್ಕೆ ತೆ ಮಳವಳ್ಳಿ ಮುದ್ದಳ್ಳಿಯಲ್ಲಿ ತೆರಳುವ ವೇಳೆಯಲ್ಲಿ ಗೂಡ್ಸ್ ಆಟೋ ಹಾಗೂ ಕಾರಿಗೆ ಅಪಘಾತ ಸಂಭವಿಸಿದೆ. ಕೆ.ಎಂ ದೊಡ್ಡಿ ಸಮೀಪದ ಮಳೆಗೆರೆ ಸಮೀಪದಲ್ಲಿ ಅಂತ್ಯ ಸಂಸ್ಕಾರಕ್ಕೆ ತೆರಳುತ್ತಿದ್ದ ವೇಳೆಯಲ್ಲಿ ಭೀಕರ ಅಪಘಾತ ಸಂಭವಿಸಿದ್ದು ಕಾರಿನ ಡಿಕ್ಕಿ ರಭಸಕ್ಕೆ ಆಟೋ ನೆಲಕ್ಕುರುಳಿ ಸುಮಾರು 25 ಕ್ಕೂ ಹೆಚ್ಚಿನ (65, 819, 293, 959)
story4-society-photo (65, 1646, 513, 1890)
